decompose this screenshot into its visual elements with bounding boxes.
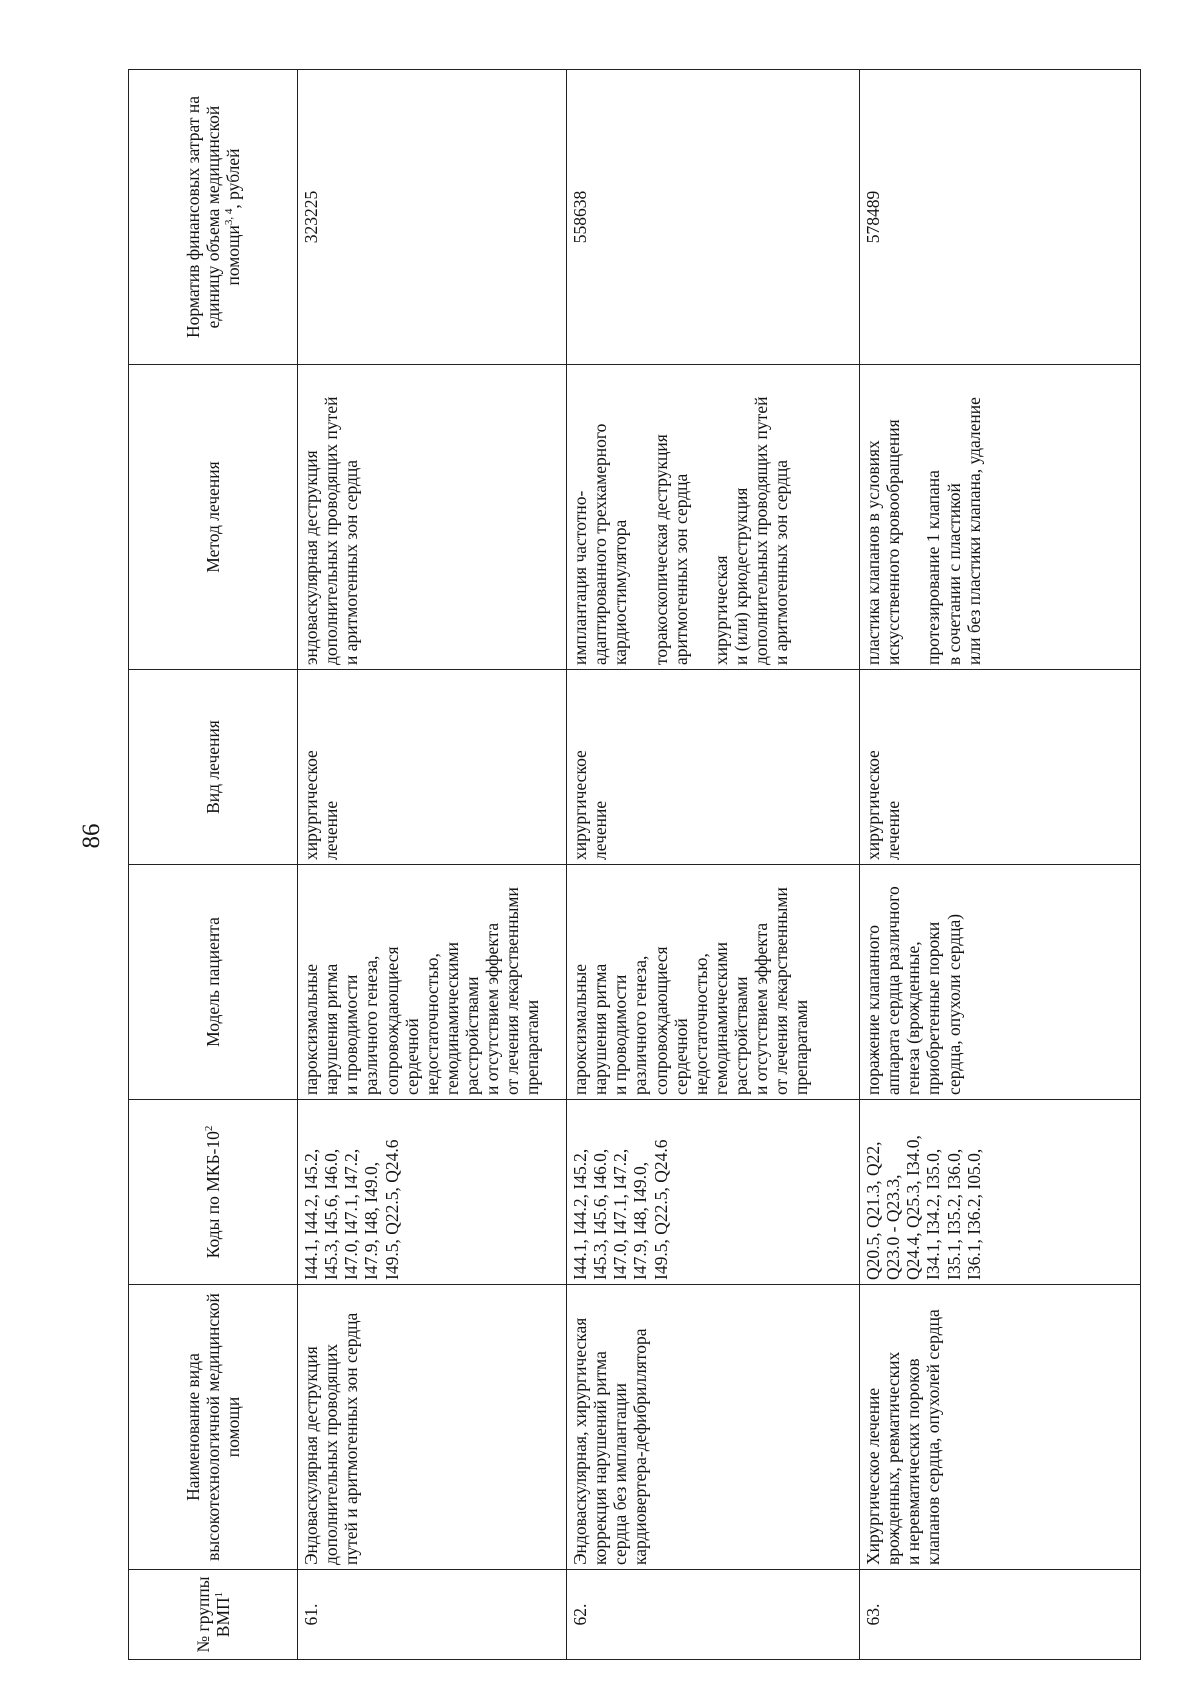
row-62-name: Эндоваскулярная, хирургическая коррекция нарушений ритма сердца без имплантации кардиовертера-дефибриллятора — [567, 1285, 860, 1570]
header-norm: Норматив финансовых затрат на единицу объема медицинской помощи$^{3, 4}$, рублей — [129, 70, 298, 365]
table-row — [567, 70, 860, 1660]
row-62-codes: I44.1, I44.2, I45.2, I45.3, I45.6, I46.0, I47.0, I47.1, I47.2, I47.9, I48, I49.0, I49.5, Q22.5, Q24.6 — [567, 1100, 860, 1285]
row-61-num: 61. — [298, 1570, 567, 1660]
header-type: Вид лечения — [129, 670, 298, 865]
header-name: Наименование вида высокотехнологичной медицинской помощи — [129, 1285, 298, 1570]
row-63-type: хирургическое лечение — [860, 670, 1141, 865]
row-61-codes: I44.1, I44.2, I45.2, I45.3, I45.6, I46.0, I47.0, I47.1, I47.2, I47.9, I48, I49.0, I49.5, Q22.5, Q24.6 — [298, 1100, 567, 1285]
header-row — [129, 70, 298, 1660]
vmp-table — [128, 69, 1141, 1660]
page-number: 86 — [78, 823, 105, 849]
row-63-name: Хирургическое лечение врожденных, ревматических и неревматических пороков клапанов сердца, опухолей сердца — [860, 1285, 1141, 1570]
table-row — [298, 70, 567, 1660]
row-62-model: пароксизмальные нарушения ритма и проводимости различного генеза, сопровождающиеся сердечной недостаточностью, гемодинамическими расстройствами и отсутствием эффекта от лечения лекарственными препаратами — [567, 865, 860, 1100]
row-63-model: поражение клапанного аппарата сердца различного генеза (врожденные, приобретенные пороки сердца, опухоли сердца) — [860, 865, 1141, 1100]
table-container — [128, 70, 1168, 1660]
header-num: № группы ВМП$^1$ — [129, 1570, 298, 1660]
row-62-num: 62. — [567, 1570, 860, 1660]
rotated-table-wrapper — [128, 70, 1168, 1660]
header-model: Модель пациента — [129, 865, 298, 1100]
row-63-norm: 578489 — [860, 70, 1141, 365]
row-61-method: эндоваскулярная деструкция дополнительных проводящих путей и аритмогенных зон сердца — [298, 365, 567, 670]
table-row — [860, 70, 1141, 1660]
header-method: Метод лечения — [129, 365, 298, 670]
row-63-num: 63. — [860, 1570, 1141, 1660]
row-62-type: хирургическое лечение — [567, 670, 860, 865]
row-62-norm: 558638 — [567, 70, 860, 365]
header-codes: Коды по МКБ-$10^2$ — [129, 1100, 298, 1285]
row-61-model: пароксизмальные нарушения ритма и проводимости различного генеза, сопровождающиеся сердечной недостаточностью, гемодинамическими расстройствами и отсутствием эффекта от лечения лекарственными препаратами — [298, 865, 567, 1100]
row-61-type: хирургическое лечение — [298, 670, 567, 865]
row-61-name: Эндоваскулярная деструкция дополнительных проводящих путей и аритмогенных зон сердца — [298, 1285, 567, 1570]
row-61-norm: 323225 — [298, 70, 567, 365]
row-63-codes: Q20.5, Q21.3, Q22, Q23.0 - Q23.3, Q24.4, Q25.3, I34.0, I34.1, I34.2, I35.0, I35.1, I35.2, I36.0, I36.1, I36.2, I05.0, — [860, 1100, 1141, 1285]
row-63-method: пластика клапанов в условиях искусственного кровообращения протезирование 1 клапана в сочетании с пластикой или без пластики клапана, удаление — [860, 365, 1141, 670]
row-62-method: имплантация частотно- адаптированного трехкамерного кардиостимулятора торакоскопическая деструкция аритмогенных зон сердца хирургическая и (или) криодеструкция дополнительных проводящих путей и аритмогенных зон сердца — [567, 365, 860, 670]
